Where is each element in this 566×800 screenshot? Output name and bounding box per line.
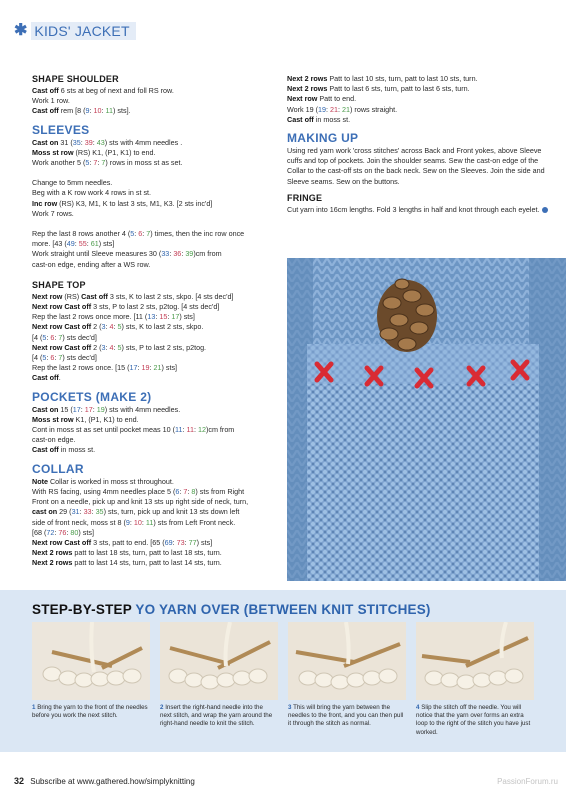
text-line: Next row Cast off 2 (3: 4: 5) sts, K to last 2 sts, skpo. — [32, 322, 204, 332]
text-line: Moss st row K1, (P1, K1) to end. — [32, 414, 139, 424]
text-line: With RS facing, using 4mm needles place 5 (6: 7: 8) sts from Right — [32, 486, 245, 496]
text-line: Work 19 (19: 21: 21) rows straight. — [287, 104, 398, 114]
knitting-needles-icon — [288, 622, 406, 700]
page-number: 32 — [14, 776, 25, 786]
subscribe-link[interactable]: Subscribe at www.gathered.how/simplyknitting — [30, 777, 195, 786]
right-column — [287, 74, 549, 215]
step-2-caption: 2 Insert the right-hand needle into the next stitch, and wrap the yarn around the right-hand needle to knit the stitch. — [160, 704, 273, 728]
text-line: Rep the last 2 rows once. [15 (17: 19: 21) sts] — [32, 363, 178, 373]
step-1-caption: 1 Bring the yarn to the front of the needles before you work the next stitch. — [32, 704, 148, 720]
text-line: Inc row (RS) K3, M1, K to last 3 sts, M1, K3. [2 sts inc'd] — [32, 198, 213, 208]
text-line: Next 2 rows patt to last 18 sts, turn, patt to last 18 sts, turn. — [32, 548, 222, 558]
text-line: Next row Cast off 2 (3: 4: 5) sts, P to last 2 sts, p2tog. — [32, 342, 207, 352]
step-3-caption: 3 This will bring the yarn between the needles to the front, and you can then pull it through the stitch as normal. — [288, 704, 404, 728]
text-line: Work 1 row. — [32, 96, 70, 106]
text-line: cast-on edge. — [32, 435, 76, 445]
text-line: Cast off in moss st. — [32, 445, 96, 455]
text-line: Cast on 15 (17: 17: 19) sts with 4mm needles. — [32, 404, 181, 414]
text-line: Rep the last 2 rows once more. [11 (13: 15: 17) sts] — [32, 312, 195, 322]
text-line: Next row Cast off 3 sts, patt to end. [65 (69: 73: 77) sts] — [32, 537, 213, 547]
left-column — [32, 74, 280, 569]
heading-collar: COLLAR — [32, 461, 84, 476]
text-line: more. [43 (49: 55: 61) sts] — [32, 239, 115, 249]
page-footer — [14, 776, 195, 786]
text-line: Next 2 rows Patt to last 10 sts, turn, patt to last 10 sts, turn. — [287, 74, 478, 83]
text-line: Work another 5 (5: 7: 7) rows in moss st as set. — [32, 158, 183, 168]
step-4-caption: 4 Slip the stitch off the needle. You will notice that the yarn over forms an extra loop to the right of the stitch you have just worked. — [416, 704, 531, 736]
text-line: Change to 5mm needles. — [32, 178, 113, 188]
text-line: Next 2 rows patt to last 14 sts, turn, patt to last 14 sts, turn. — [32, 558, 222, 568]
heading-fringe: FRINGE — [287, 192, 323, 203]
heading-shape-shoulder: SHAPE SHOULDER — [32, 74, 119, 84]
text-line: Work straight until Sleeve measures 30 (33: 36: 39)cm from — [32, 249, 222, 259]
text-line: cast on 29 (31: 33: 35) sts, turn, pick up and knit 13 sts down left — [32, 507, 240, 517]
pocket-photo — [287, 258, 566, 581]
making-up-text: Using red yarn work 'cross stitches' across Back and Front yokes, above Sleeve cuffs and top of pockets. Join the shoulder seams. Sew the cast-on edge of the Collar to the cast-off sts on the back neck. Sew on the Sleeves. Join the side and Sleeve seams. Sew on the buttons. — [287, 146, 545, 186]
step-3-photo — [288, 622, 406, 700]
step-by-step-title: STEP-BY-STEP YO YARN OVER (BETWEEN KNIT STITCHES) — [32, 602, 431, 617]
text-line: Cast off in moss st. — [287, 114, 351, 124]
text-line: [4 (5: 6: 7) sts dec'd] — [32, 353, 97, 363]
knitting-needles-icon — [160, 622, 278, 700]
text-line: Next 2 rows Patt to last 6 sts, turn, patt to last 6 sts, turn. — [287, 84, 470, 94]
knitted-pocket-image — [287, 258, 566, 581]
page-title: KIDS' JACKET — [31, 22, 135, 40]
text-line: Note Collar is worked in moss st throughout. — [32, 476, 174, 486]
text-line: side of front neck, moss st 8 (9: 10: 11) sts from Left Front neck. — [32, 517, 236, 527]
text-line: [4 (5: 6: 7) sts dec'd] — [32, 332, 97, 342]
step-4-photo — [416, 622, 534, 700]
text-line: cast-on edge, ending after a WS row. — [32, 259, 151, 269]
watermark: PassionForum.ru — [497, 777, 558, 786]
step-2-photo — [160, 622, 278, 700]
text-line: Next row Cast off 3 sts, P to last 2 sts, p2tog. [4 sts dec'd] — [32, 302, 220, 312]
text-line: Rep the last 8 rows another 4 (5: 6: 7) times, then the inc row once — [32, 229, 245, 239]
asterisk-icon: ✱ — [14, 22, 28, 39]
fringe-text: Cut yarn into 16cm lengths. Fold 3 lengths in half and knot through each eyelet. — [287, 205, 549, 215]
text-line: [68 (72: 76: 80) sts] — [32, 527, 94, 537]
text-line: Next row Patt to end. — [287, 94, 357, 104]
text-line: Cast off 6 sts at beg of next and foll RS row. — [32, 86, 174, 95]
text-line: Cont in moss st as set until pocket meas 10 (11: 11: 12)cm from — [32, 425, 235, 435]
end-mark-icon — [542, 207, 548, 213]
heading-making-up: MAKING UP — [287, 131, 359, 146]
step-1-photo — [32, 622, 150, 700]
text-line: Front on a needle, pick up and knit 13 sts up right side of neck, turn, — [32, 497, 249, 507]
text-line: Moss st row (RS) K1, (P1, K1) to end. — [32, 147, 156, 157]
heading-sleeves: SLEEVES — [32, 122, 90, 137]
text-line: Cast off. — [32, 373, 61, 383]
text-line: Cast off rem [8 (9: 10: 11) sts]. — [32, 106, 131, 116]
text-line: Beg with a K row work 4 rows in st st. — [32, 188, 152, 198]
heading-shape-top: SHAPE TOP — [32, 279, 86, 290]
text-line: Next row (RS) Cast off 3 sts, K to last 2 sts, skpo. [4 sts dec'd] — [32, 291, 234, 301]
text-line: Work 7 rows. — [32, 208, 74, 218]
section-header — [14, 22, 136, 40]
knitting-needles-icon — [416, 622, 534, 700]
text-line: Cast on 31 (35: 39: 43) sts with 4mm needles . — [32, 137, 183, 147]
heading-pockets: POCKETS (MAKE 2) — [32, 389, 152, 404]
knitting-needles-icon — [32, 622, 150, 700]
